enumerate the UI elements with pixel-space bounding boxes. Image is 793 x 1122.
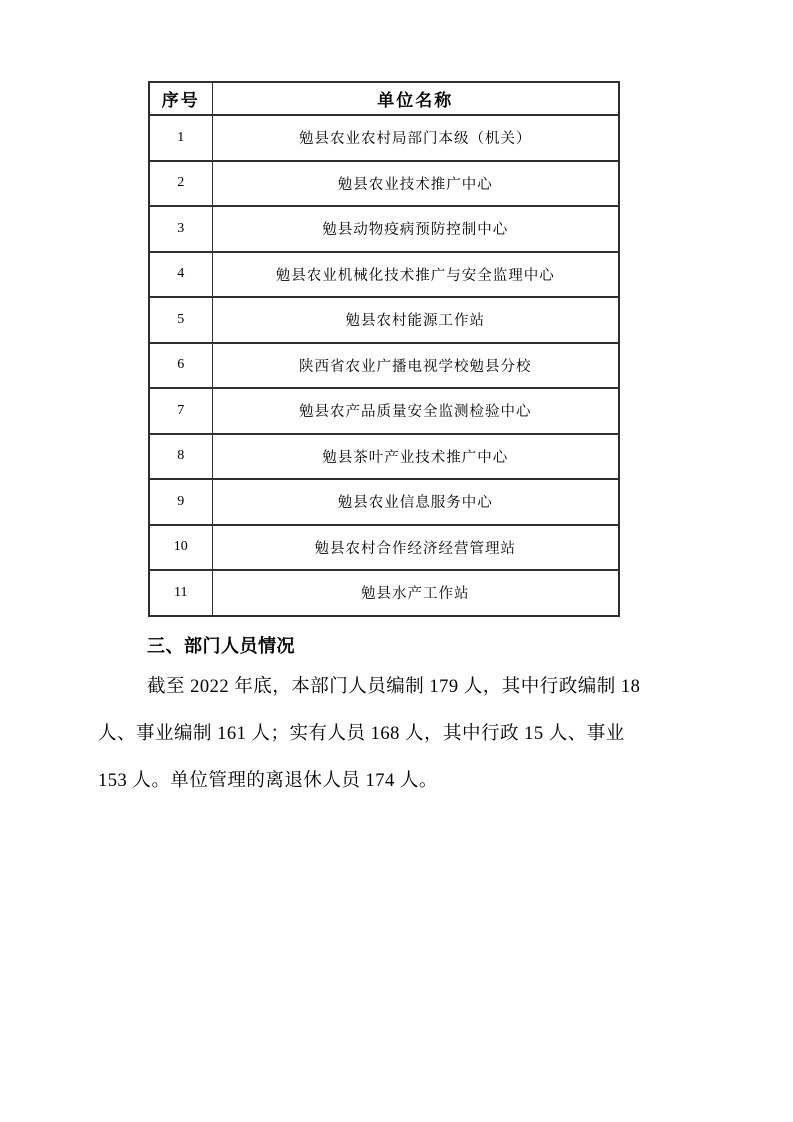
table-row [149, 525, 619, 571]
unit-name-cell: 勉县农村合作经济经营管理站 [212, 525, 619, 571]
paragraph-line: 153 人。单位管理的离退休人员 174 人。 [98, 771, 438, 791]
row-number-cell: 8 [149, 434, 212, 480]
table-row [149, 161, 619, 207]
table-row [149, 388, 619, 434]
table-row [149, 570, 619, 616]
unit-name-cell: 勉县农业信息服务中心 [212, 479, 619, 525]
unit-name-cell: 勉县动物疫病预防控制中心 [212, 206, 619, 252]
row-number-cell: 5 [149, 297, 212, 343]
unit-name-cell: 勉县茶叶产业技术推广中心 [212, 434, 619, 480]
row-number-cell: 1 [149, 115, 212, 161]
unit-name-cell: 勉县农产品质量安全监测检验中心 [212, 388, 619, 434]
table-row [149, 479, 619, 525]
table-row [149, 434, 619, 480]
unit-name-cell: 勉县农村能源工作站 [212, 297, 619, 343]
table-row [149, 297, 619, 343]
row-number-cell: 6 [149, 343, 212, 389]
header-cell-name: 单位名称 [212, 82, 619, 115]
row-number-cell: 10 [149, 525, 212, 571]
row-number-cell: 2 [149, 161, 212, 207]
table-row [149, 115, 619, 161]
row-number-cell: 3 [149, 206, 212, 252]
unit-name-cell: 勉县水产工作站 [212, 570, 619, 616]
row-number-cell: 9 [149, 479, 212, 525]
row-number-cell: 11 [149, 570, 212, 616]
unit-table [148, 81, 620, 617]
section-heading: 三、部门人员情况 [147, 636, 295, 656]
table-row [149, 206, 619, 252]
table-header-row [149, 82, 619, 115]
row-number-cell: 7 [149, 388, 212, 434]
paragraph-line: 人、事业编制 161 人；实有人员 168 人，其中行政 15 人、事业 [98, 724, 625, 744]
table-row [149, 252, 619, 298]
unit-name-cell: 勉县农业农村局部门本级（机关） [212, 115, 619, 161]
unit-name-cell: 勉县农业机械化技术推广与安全监理中心 [212, 252, 619, 298]
unit-name-cell: 勉县农业技术推广中心 [212, 161, 619, 207]
unit-name-cell: 陕西省农业广播电视学校勉县分校 [212, 343, 619, 389]
row-number-cell: 4 [149, 252, 212, 298]
header-cell-no: 序号 [149, 82, 212, 115]
paragraph-line: 截至 2022 年底，本部门人员编制 179 人，其中行政编制 18 [147, 677, 641, 697]
table-row [149, 343, 619, 389]
personnel-paragraph [98, 664, 738, 805]
